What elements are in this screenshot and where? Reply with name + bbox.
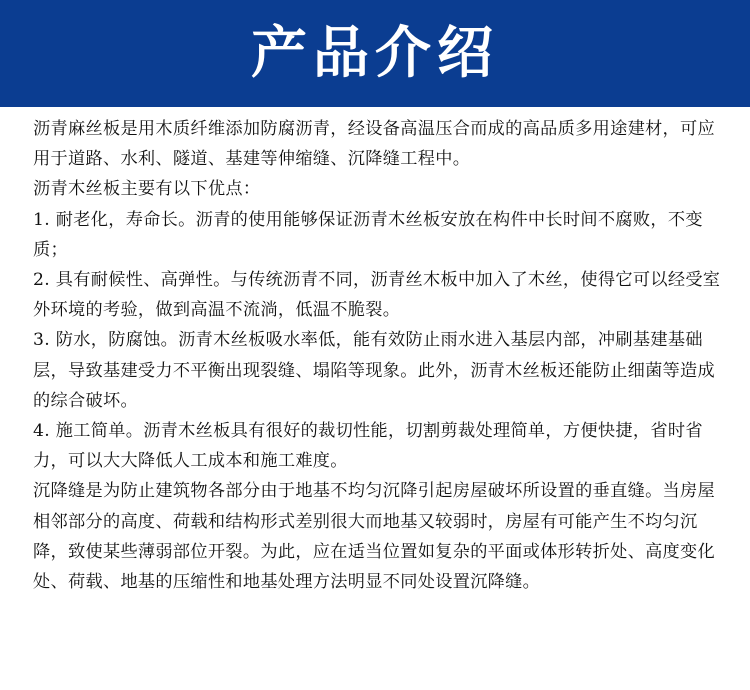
settlement-joint-paragraph: 沉降缝是为防止建筑物各部分由于地基不均匀沉降引起房屋破坏所设置的垂直缝。当房屋相邻部分的高度、荷载和结构形式差别很大而地基又较弱时，房屋有可能产生不均匀沉降，致使某些薄弱部位开裂。为此，应在适当位置如复杂的平面或体形转折处、高度变化处、荷载、地基的压缩性和地基处理方法明显不同处设置沉降缝。 <box>33 481 716 593</box>
advantage-item-3: 3. 防水，防腐蚀。沥青木丝板吸水率低，能有效防止雨水进入基层内部，冲刷基建基础层，导致基建受力不平衡出现裂缝、塌陷等现象。此外，沥青木丝板还能防止细菌等造成的综合破坏。 <box>33 330 716 411</box>
intro-paragraph: 沥青麻丝板是用木质纤维添加防腐沥青，经设备高温压合而成的高品质多用途建材，可应用于道路、水利、隧道、基建等伸缩缝、沉降缝工程中。 <box>33 119 716 170</box>
header-banner <box>0 0 750 107</box>
page-title: 产品介绍 <box>251 19 499 86</box>
advantage-item-1: 1. 耐老化，寿命长。沥青的使用能够保证沥青木丝板安放在构件中长时间不腐败，不变质； <box>33 209 703 260</box>
product-description <box>33 114 725 597</box>
advantages-heading: 沥青木丝板主要有以下优点： <box>33 179 261 200</box>
advantage-item-2: 2. 具有耐候性、高弹性。与传统沥青不同，沥青丝木板中加入了木丝，使得它可以经受室外环境的考验，做到高温不流淌，低温不脆裂。 <box>33 270 721 321</box>
advantage-item-4: 4. 施工简单。沥青木丝板具有很好的裁切性能，切割剪裁处理简单，方便快捷，省时省力，可以大大降低人工成本和施工难度。 <box>33 421 703 472</box>
